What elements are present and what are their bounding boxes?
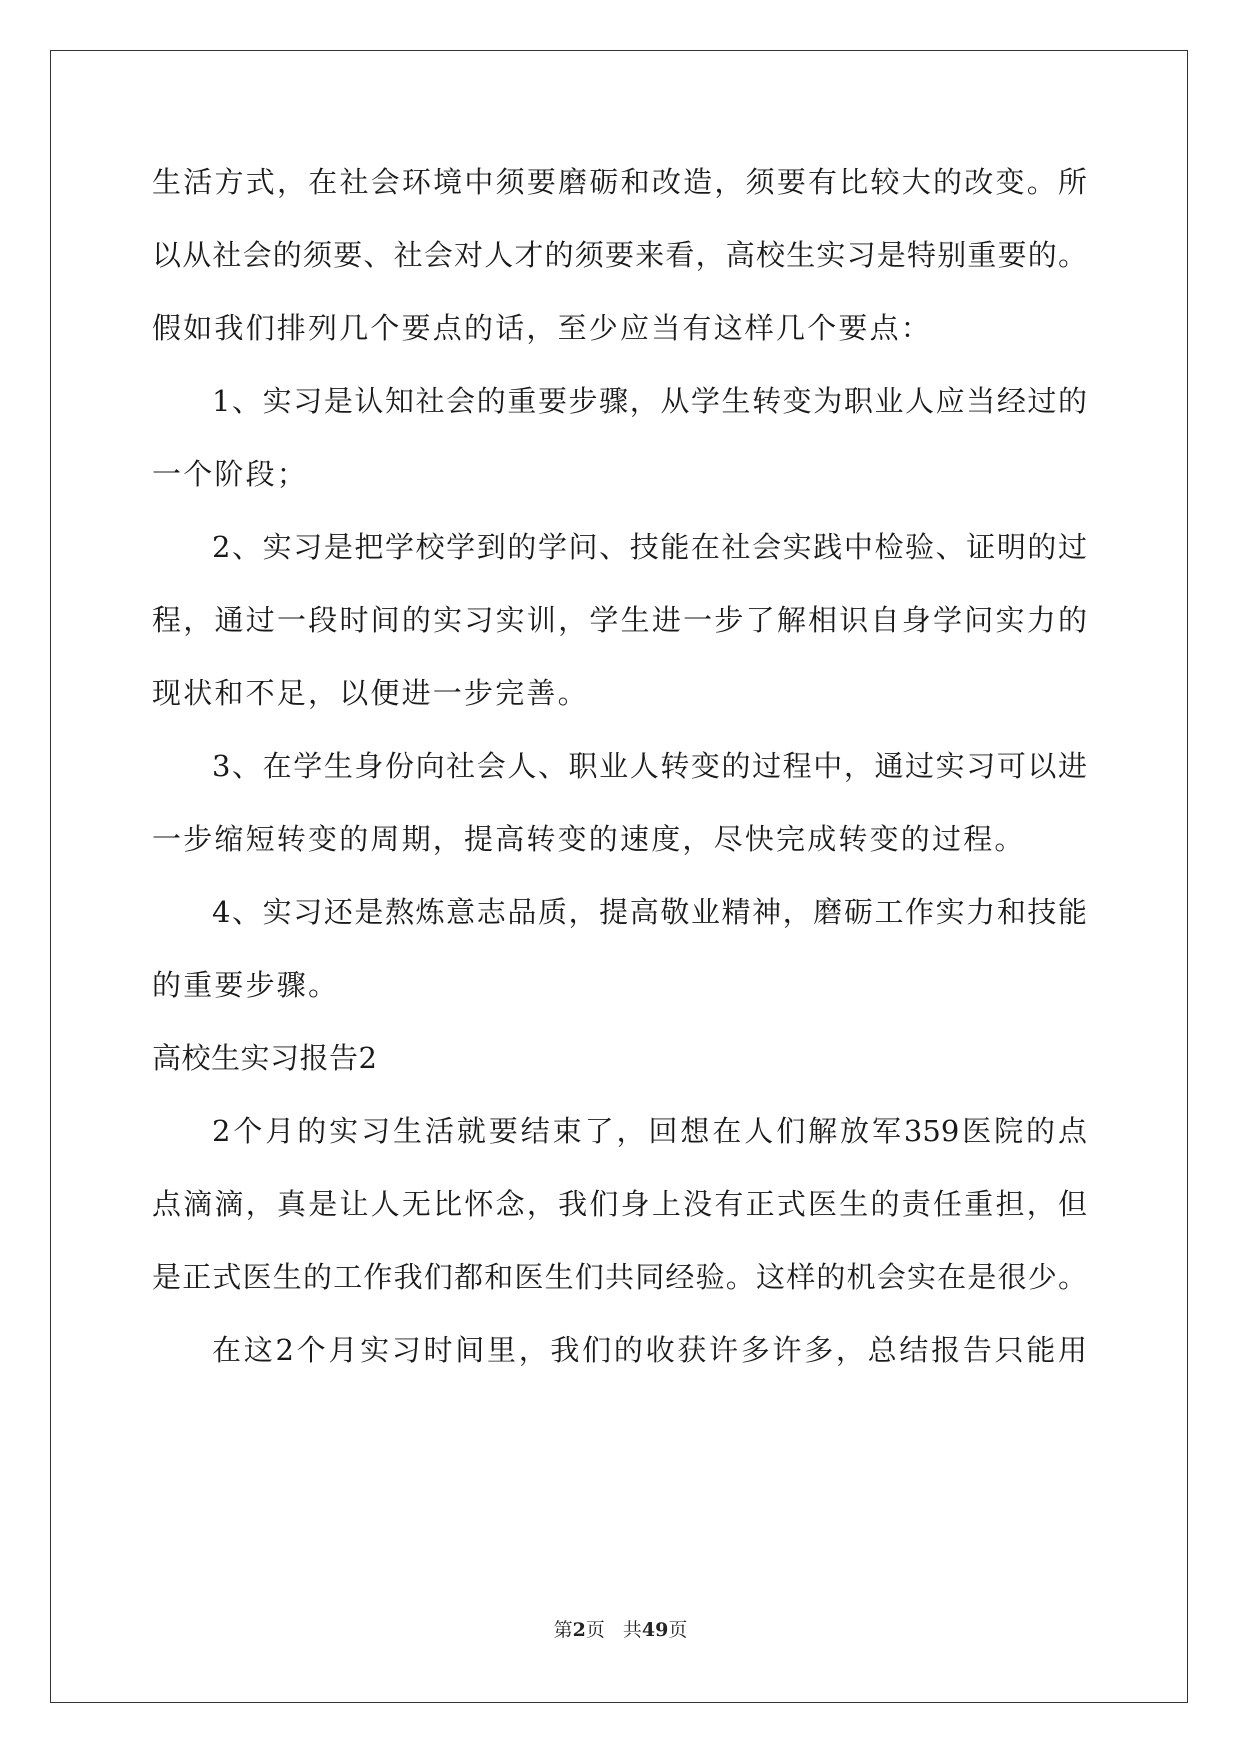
- page-suffix: 页: [585, 1619, 605, 1641]
- section-heading: 高校生实习报告2: [152, 1041, 378, 1075]
- text-line: 以从社会的须要、社会对人才的须要来看，高校生实习是特别重要的。: [152, 238, 1087, 272]
- total-prefix: 共: [622, 1619, 642, 1641]
- paragraph-line: 在这2个月实习时间里，我们的收获许多许多，总结报告只能用: [212, 1333, 1087, 1367]
- text-line: 一步缩短转变的周期，提高转变的速度，尽快完成转变的过程。: [152, 822, 1026, 856]
- text-line: 点滴滴，真是让人无比怀念，我们身上没有正式医生的责任重担，但: [152, 1187, 1087, 1221]
- page-number: 2: [572, 1619, 586, 1641]
- text-line: 现状和不足，以便进一步完善。: [152, 676, 589, 710]
- text-line: 是正式医生的工作我们都和医生们共同经验。这样的机会实在是很少。: [152, 1260, 1087, 1294]
- text-line: 程，通过一段时间的实习实训，学生进一步了解相识自身学问实力的: [152, 603, 1087, 637]
- total-suffix: 页: [668, 1619, 688, 1641]
- text-line: 一个阶段；: [152, 457, 309, 491]
- page-prefix: 第: [553, 1619, 573, 1641]
- page-border: [50, 50, 1188, 1703]
- list-item-4-line: 4、实习还是熬炼意志品质，提高敬业精神，磨砺工作实力和技能: [212, 895, 1087, 929]
- list-item-1-line: 1、实习是认知社会的重要步骤，从学生转变为职业人应当经过的: [212, 384, 1087, 418]
- text-line: 假如我们排列几个要点的话，至少应当有这样几个要点：: [152, 311, 933, 345]
- page-footer: [0, 1618, 1241, 1642]
- list-item-2-line: 2、实习是把学校学到的学问、技能在社会实践中检验、证明的过: [212, 530, 1087, 564]
- list-item-3-line: 3、在学生身份向社会人、职业人转变的过程中，通过实习可以进: [212, 749, 1087, 783]
- total-pages: 49: [641, 1619, 669, 1641]
- paragraph-line: 2个月的实习生活就要结束了，回想在人们解放军359医院的点: [212, 1114, 1087, 1148]
- text-line: 生活方式，在社会环境中须要磨砺和改造，须要有比较大的改变。所: [152, 165, 1087, 199]
- text-line: 的重要步骤。: [152, 968, 340, 1002]
